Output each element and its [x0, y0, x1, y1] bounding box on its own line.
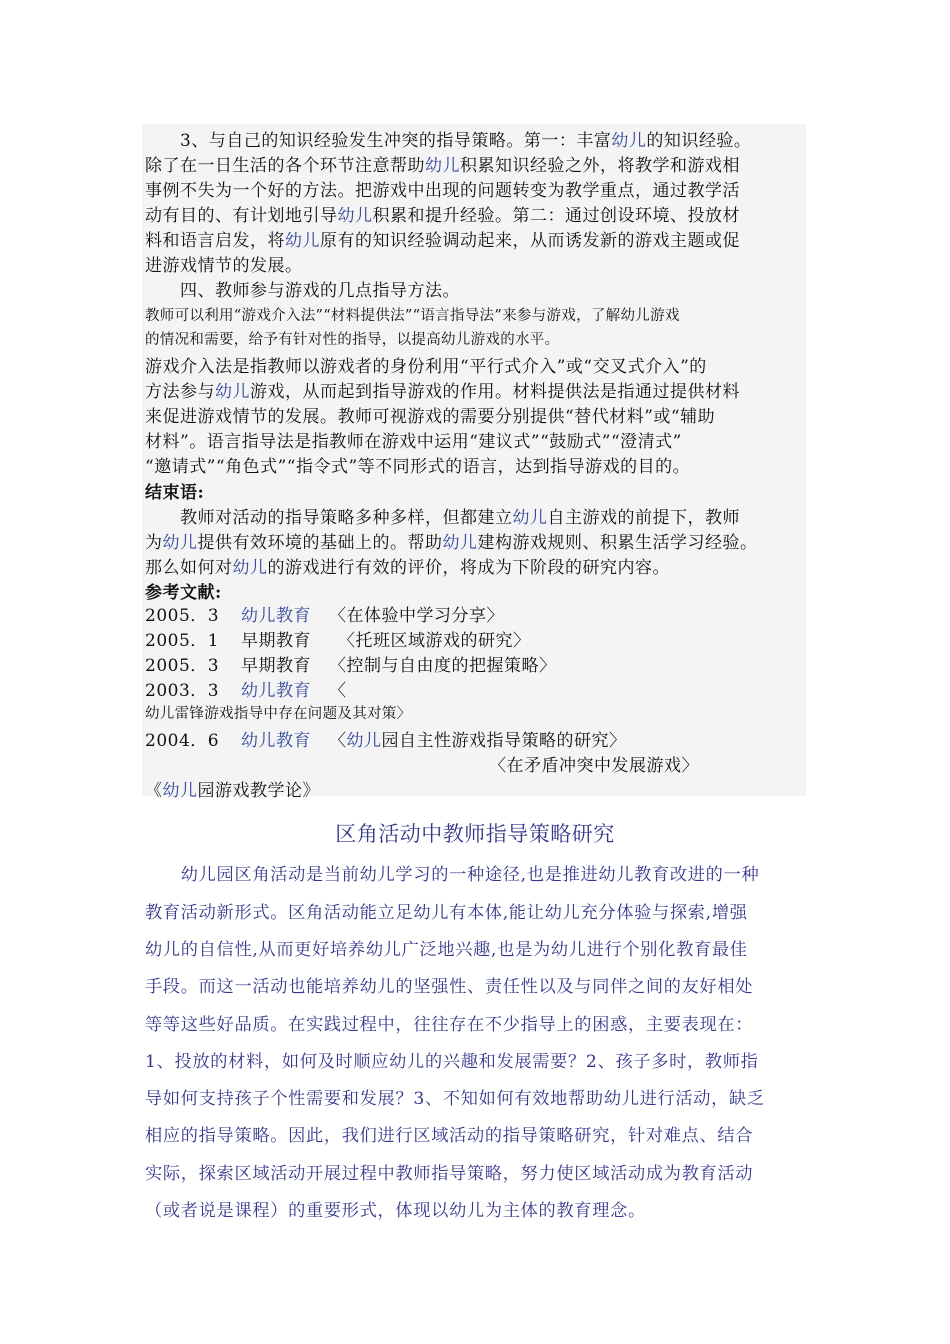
article-line: 导如何支持孩子个性需要和发展？3、不知如何有效地帮助幼儿进行活动，缺乏: [145, 1089, 765, 1109]
text-line: 为幼儿提供有效环境的基础上的。帮助幼儿建构游戏规则、积累生活学习经验。: [145, 533, 758, 553]
text-line: 材料”。语言指导法是指教师在游戏中运用“建议式”“鼓励式”“澄清式”: [145, 432, 682, 452]
text-line-small: 教师可以利用“游戏介入法”“材料提供法”“语言指导法”来参与游戏，了解幼儿游戏: [145, 308, 680, 324]
reference-item: 2005．3 早期教育 〈控制与自由度的把握策略〉: [145, 656, 557, 676]
reference-item: 2004．6 幼儿教育 〈幼儿园自主性游戏指导策略的研究〉: [145, 726, 627, 751]
article-line: 1、投放的材料，如何及时顺应幼儿的兴趣和发展需要？2、孩子多时，教师指: [145, 1052, 759, 1072]
link[interactable]: 幼儿教育: [241, 681, 311, 701]
link[interactable]: 幼儿: [285, 231, 320, 251]
link[interactable]: 幼儿: [162, 533, 198, 553]
link[interactable]: 幼儿: [162, 781, 198, 801]
text-line: 事例不失为一个好的方法。把游戏中出现的问题转变为教学重点，通过教学活: [145, 181, 740, 201]
link[interactable]: 幼儿: [215, 382, 250, 402]
text-line: 来促进游戏情节的发展。教师可视游戏的需要分别提供“替代材料”或“辅助: [145, 407, 716, 427]
link[interactable]: 幼儿: [611, 131, 647, 151]
text-line: 3、与自己的知识经验发生冲突的指导策略。第一：丰富幼儿的知识经验。: [145, 131, 752, 151]
article-title: 区角活动中教师指导策略研究: [335, 822, 615, 846]
article-line: 实际，探索区域活动开展过程中教师指导策略，努力使区域活动成为教育活动: [145, 1164, 754, 1184]
article-line: 教育活动新形式。区角活动能立足幼儿有本体,能让幼儿充分体验与探索,增强: [145, 903, 748, 923]
reference-item: 2005．1 早期教育 〈托班区域游戏的研究〉: [145, 631, 531, 651]
text-line: 那么如何对幼儿的游戏进行有效的评价，将成为下阶段的研究内容。: [145, 558, 670, 578]
reference-item: 《幼儿园游戏教学论》: [145, 781, 320, 801]
link[interactable]: 幼儿教育: [241, 731, 311, 751]
article-line: 手段。而这一活动也能培养幼儿的坚强性、责任性以及与同伴之间的友好相处: [145, 977, 754, 997]
article-line: 等等这些好品质。在实践过程中，往往存在不少指导上的困惑，主要表现在：: [145, 1015, 754, 1035]
text-line: 进游戏情节的发展。: [145, 256, 303, 276]
link[interactable]: 幼儿: [425, 156, 460, 176]
link[interactable]: 幼儿教育: [241, 606, 311, 626]
conclusion-heading: 结束语:: [145, 483, 205, 503]
link[interactable]: 幼儿: [442, 533, 478, 553]
text-line: 料和语言启发，将幼儿原有的知识经验调动起来，从而诱发新的游戏主题或促: [145, 231, 740, 251]
text-line: 方法参与幼儿游戏，从而起到指导游戏的作用。材料提供法是指通过提供材料: [145, 382, 740, 402]
text-line: 游戏介入法是指教师以游戏者的身份利用“平行式介入”或“交叉式介入”的: [145, 357, 707, 377]
reference-item: 〈在矛盾冲突中发展游戏〉: [489, 756, 699, 776]
link[interactable]: 幼儿: [337, 206, 373, 226]
article-line: 幼儿的自信性,从而更好培养幼儿广泛地兴趣,也是为幼儿进行个别化教育最佳: [145, 940, 748, 960]
text-line: 除了在一日生活的各个环节注意帮助幼儿积累知识经验之外，将教学和游戏相: [145, 156, 740, 176]
reference-item: 2003．3 幼儿教育 〈: [145, 676, 347, 701]
text-line: 动有目的、有计划地引导幼儿积累和提升经验。第二：通过创设环境、投放材: [145, 206, 740, 226]
link[interactable]: 幼儿: [346, 731, 382, 751]
text-line: “邀请式”“角色式”“指令式”等不同形式的语言，达到指导游戏的目的。: [145, 457, 691, 477]
reference-note: 幼儿雷锋游戏指导中存在问题及其对策〉: [145, 706, 412, 722]
article-line: 幼儿园区角活动是当前幼儿学习的一种途径,也是推进幼儿教育改进的一种: [145, 865, 760, 885]
article-line: 相应的指导策略。因此，我们进行区域活动的指导策略研究，针对难点、结合: [145, 1126, 754, 1146]
references-heading: 参考文献:: [145, 583, 222, 603]
section-heading: 四、教师参与游戏的几点指导方法。: [145, 281, 460, 301]
text-line: 教师对活动的指导策略多种多样，但都建立幼儿自主游戏的前提下，教师: [145, 508, 740, 528]
reference-item: 2005．3 幼儿教育 〈在体验中学习分享〉: [145, 601, 504, 626]
link[interactable]: 幼儿: [512, 508, 548, 528]
link[interactable]: 幼儿: [232, 558, 268, 578]
article-line: （或者说是课程）的重要形式，体现以幼儿为主体的教育理念。: [145, 1201, 646, 1221]
text-line-small: 的情况和需要，给予有针对性的指导，以提高幼儿游戏的水平。: [145, 332, 560, 348]
